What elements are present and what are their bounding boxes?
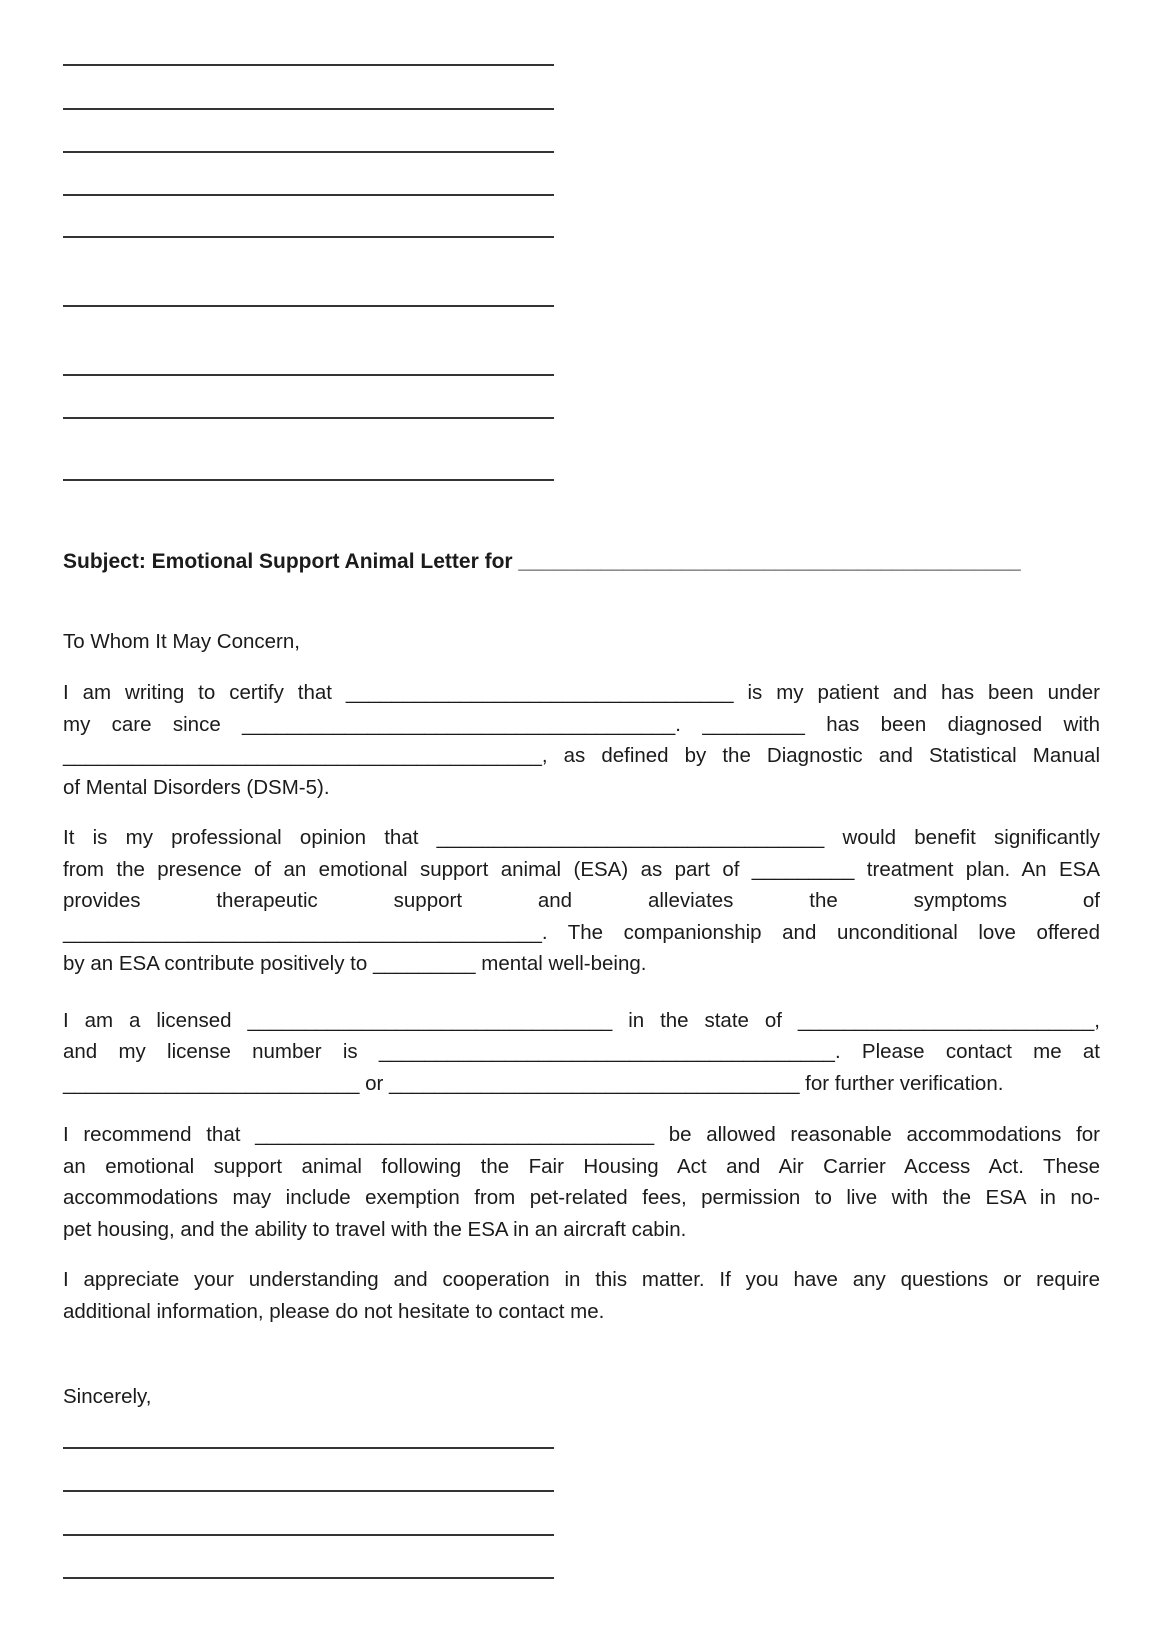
signature-blank-line (63, 1447, 554, 1449)
body-text-line: an emotional support animal following the Fair Housing Act and Air Carrier Access Act. These (63, 1154, 1100, 1178)
letterhead-blank-line (63, 64, 554, 66)
body-text-line: of Mental Disorders (DSM-5). (63, 775, 330, 799)
body-text-line: __________________________________________. The companionship and unconditional love offered (63, 920, 1100, 944)
letterhead-blank-line (63, 374, 554, 376)
signature-blank-line (63, 1577, 554, 1579)
letterhead-blank-line (63, 479, 554, 481)
signature-blank-line (63, 1490, 554, 1492)
paragraph-license (63, 1005, 1100, 1100)
paragraph-opinion (63, 822, 1100, 980)
subject-line (63, 546, 1100, 578)
body-text-line: and my license number is ________________________________________. Please contact me at (63, 1040, 1100, 1063)
body-text-line: from the presence of an emotional support animal (ESA) as part of _________ treatment plan. An ESA (63, 857, 1100, 881)
closing: Sincerely, (63, 1385, 152, 1408)
letterhead-blank-lines (63, 64, 1100, 481)
signature-blank-line (63, 1534, 554, 1536)
body-text-line: I am a licensed ________________________________ in the state of __________________________, (63, 1008, 1100, 1032)
body-text-line: accommodations may include exemption from pet-related fees, permission to live with the ESA in no- (63, 1186, 1100, 1209)
body-text-line: provides therapeutic support and alleviates the symptoms of (63, 889, 1100, 912)
paragraph-certify (63, 677, 1100, 803)
body-text-line: additional information, please do not hesitate to contact me. (63, 1299, 605, 1323)
body-text-line: I am writing to certify that __________________________________ is my patient and has been under (63, 681, 1100, 704)
body-text-line: pet housing, and the ability to travel with the ESA in an aircraft cabin. (63, 1217, 687, 1241)
letterhead-blank-line (63, 417, 554, 419)
salutation: To Whom It May Concern, (63, 629, 300, 653)
subject-label: Subject: Emotional Support Animal Letter for (63, 550, 519, 573)
letterhead-blank-line (63, 305, 554, 307)
subject-blank: ___________________________________________ (518, 550, 1021, 573)
body-text-line: __________________________ or ____________________________________ for further verification. (63, 1071, 1004, 1095)
body-text-line: I recommend that ___________________________________ be allowed reasonable accommodations for (63, 1123, 1100, 1146)
body-text-line: my care since ______________________________________. _________ has been diagnosed with (63, 712, 1100, 736)
body-text-line: __________________________________________, as defined by the Diagnostic and Statistical Manual (63, 744, 1100, 767)
paragraph-recommendation (63, 1119, 1100, 1245)
letterhead-blank-line (63, 236, 554, 238)
body-text-line: It is my professional opinion that __________________________________ would benefit significantly (63, 826, 1100, 849)
signature-blank-lines (63, 1447, 1100, 1579)
letterhead-blank-line (63, 108, 554, 110)
paragraph-appreciation (63, 1264, 1100, 1327)
letterhead-blank-line (63, 194, 554, 196)
letterhead-blank-line (63, 151, 554, 153)
body-text-line: I appreciate your understanding and cooperation in this matter. If you have any questions or require (63, 1268, 1100, 1291)
body-text-line: by an ESA contribute positively to _________ mental well-being. (63, 952, 647, 975)
